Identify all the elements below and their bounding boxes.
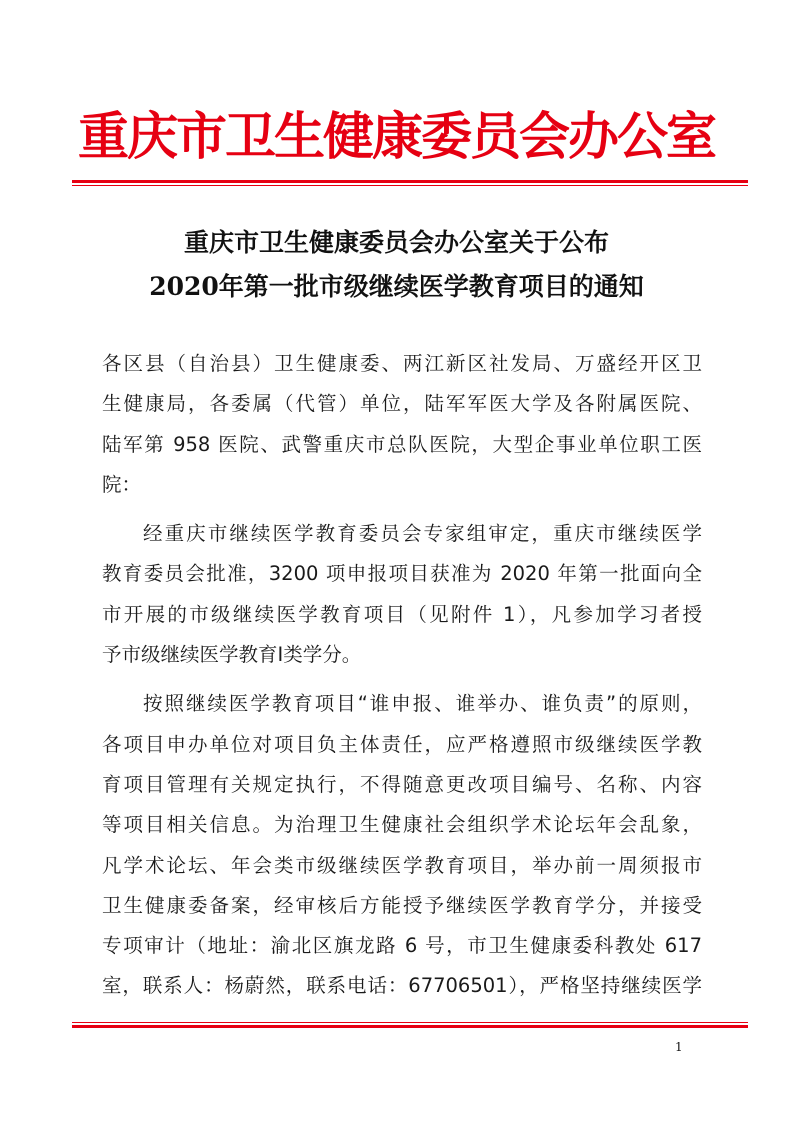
addressee-line: 陆军第 958 医院、武警重庆市总队医院，大型企事业单位职工医 (102, 432, 702, 456)
paragraph-line: 育项目管理有关规定执行，不得随意更改项目编号、名称、内容 (102, 772, 702, 796)
addressee-line: 各区县（自治县）卫生健康委、两江新区社发局、万盛经开区卫 (102, 352, 702, 375)
document-body (102, 344, 702, 1007)
paragraph-line: 凡学术论坛、年会类市级继续医学教育项目，举办前一周须报市 (102, 853, 702, 877)
page-number: 1 (675, 1040, 683, 1054)
paragraph-line: 室，联系人：杨蔚然，联系电话：67706501），严格坚持继续医学 (102, 974, 702, 998)
masthead-red-rule (72, 180, 748, 186)
issuing-authority-masthead: 重庆市卫生健康委员会办公室 (77, 107, 715, 167)
paragraph-line: 按照继续医学教育项目“谁申报、谁举办、谁负责”的原则， (143, 692, 702, 716)
paragraph-line: 卫生健康委备案，经审核后方能授予继续医学教育学分，并接受 (102, 893, 702, 917)
paragraph-line: 专项审计（地址：渝北区旗龙路 6 号，市卫生健康委科教处 617 (102, 934, 702, 958)
addressee-block (102, 344, 702, 505)
addressee-line: 生健康局，各委属（代管）单位，陆军军医大学及各附属医院、 (102, 392, 702, 416)
paragraph-line: 市开展的市级继续医学教育项目（见附件 1），凡参加学习者授 (102, 602, 702, 626)
paragraph-management (102, 684, 702, 1006)
paragraph-line: 等项目相关信息。为治理卫生健康社会组织学术论坛年会乱象， (102, 813, 702, 837)
paragraph-line: 教育委员会批准，3200 项申报项目获准为 2020 年第一批面向全 (102, 562, 702, 586)
document-title-line-1: 重庆市卫生健康委员会办公室关于公布 (183, 228, 609, 257)
document-title (0, 221, 793, 309)
footer-red-rule (72, 1022, 748, 1028)
paragraph-approval (102, 514, 702, 675)
addressee-line: 院： (102, 472, 142, 496)
paragraph-line: 各项目申办单位对项目负主体责任，应严格遵照市级继续医学教 (102, 732, 702, 756)
paragraph-line: 经重庆市继续医学教育委员会专家组审定，重庆市继续医学 (143, 522, 702, 546)
paragraph-line: 予市级继续医学教育Ⅰ类学分。 (102, 643, 362, 667)
document-title-line-2: 2020年第一批市级继续医学教育项目的通知 (149, 272, 644, 301)
